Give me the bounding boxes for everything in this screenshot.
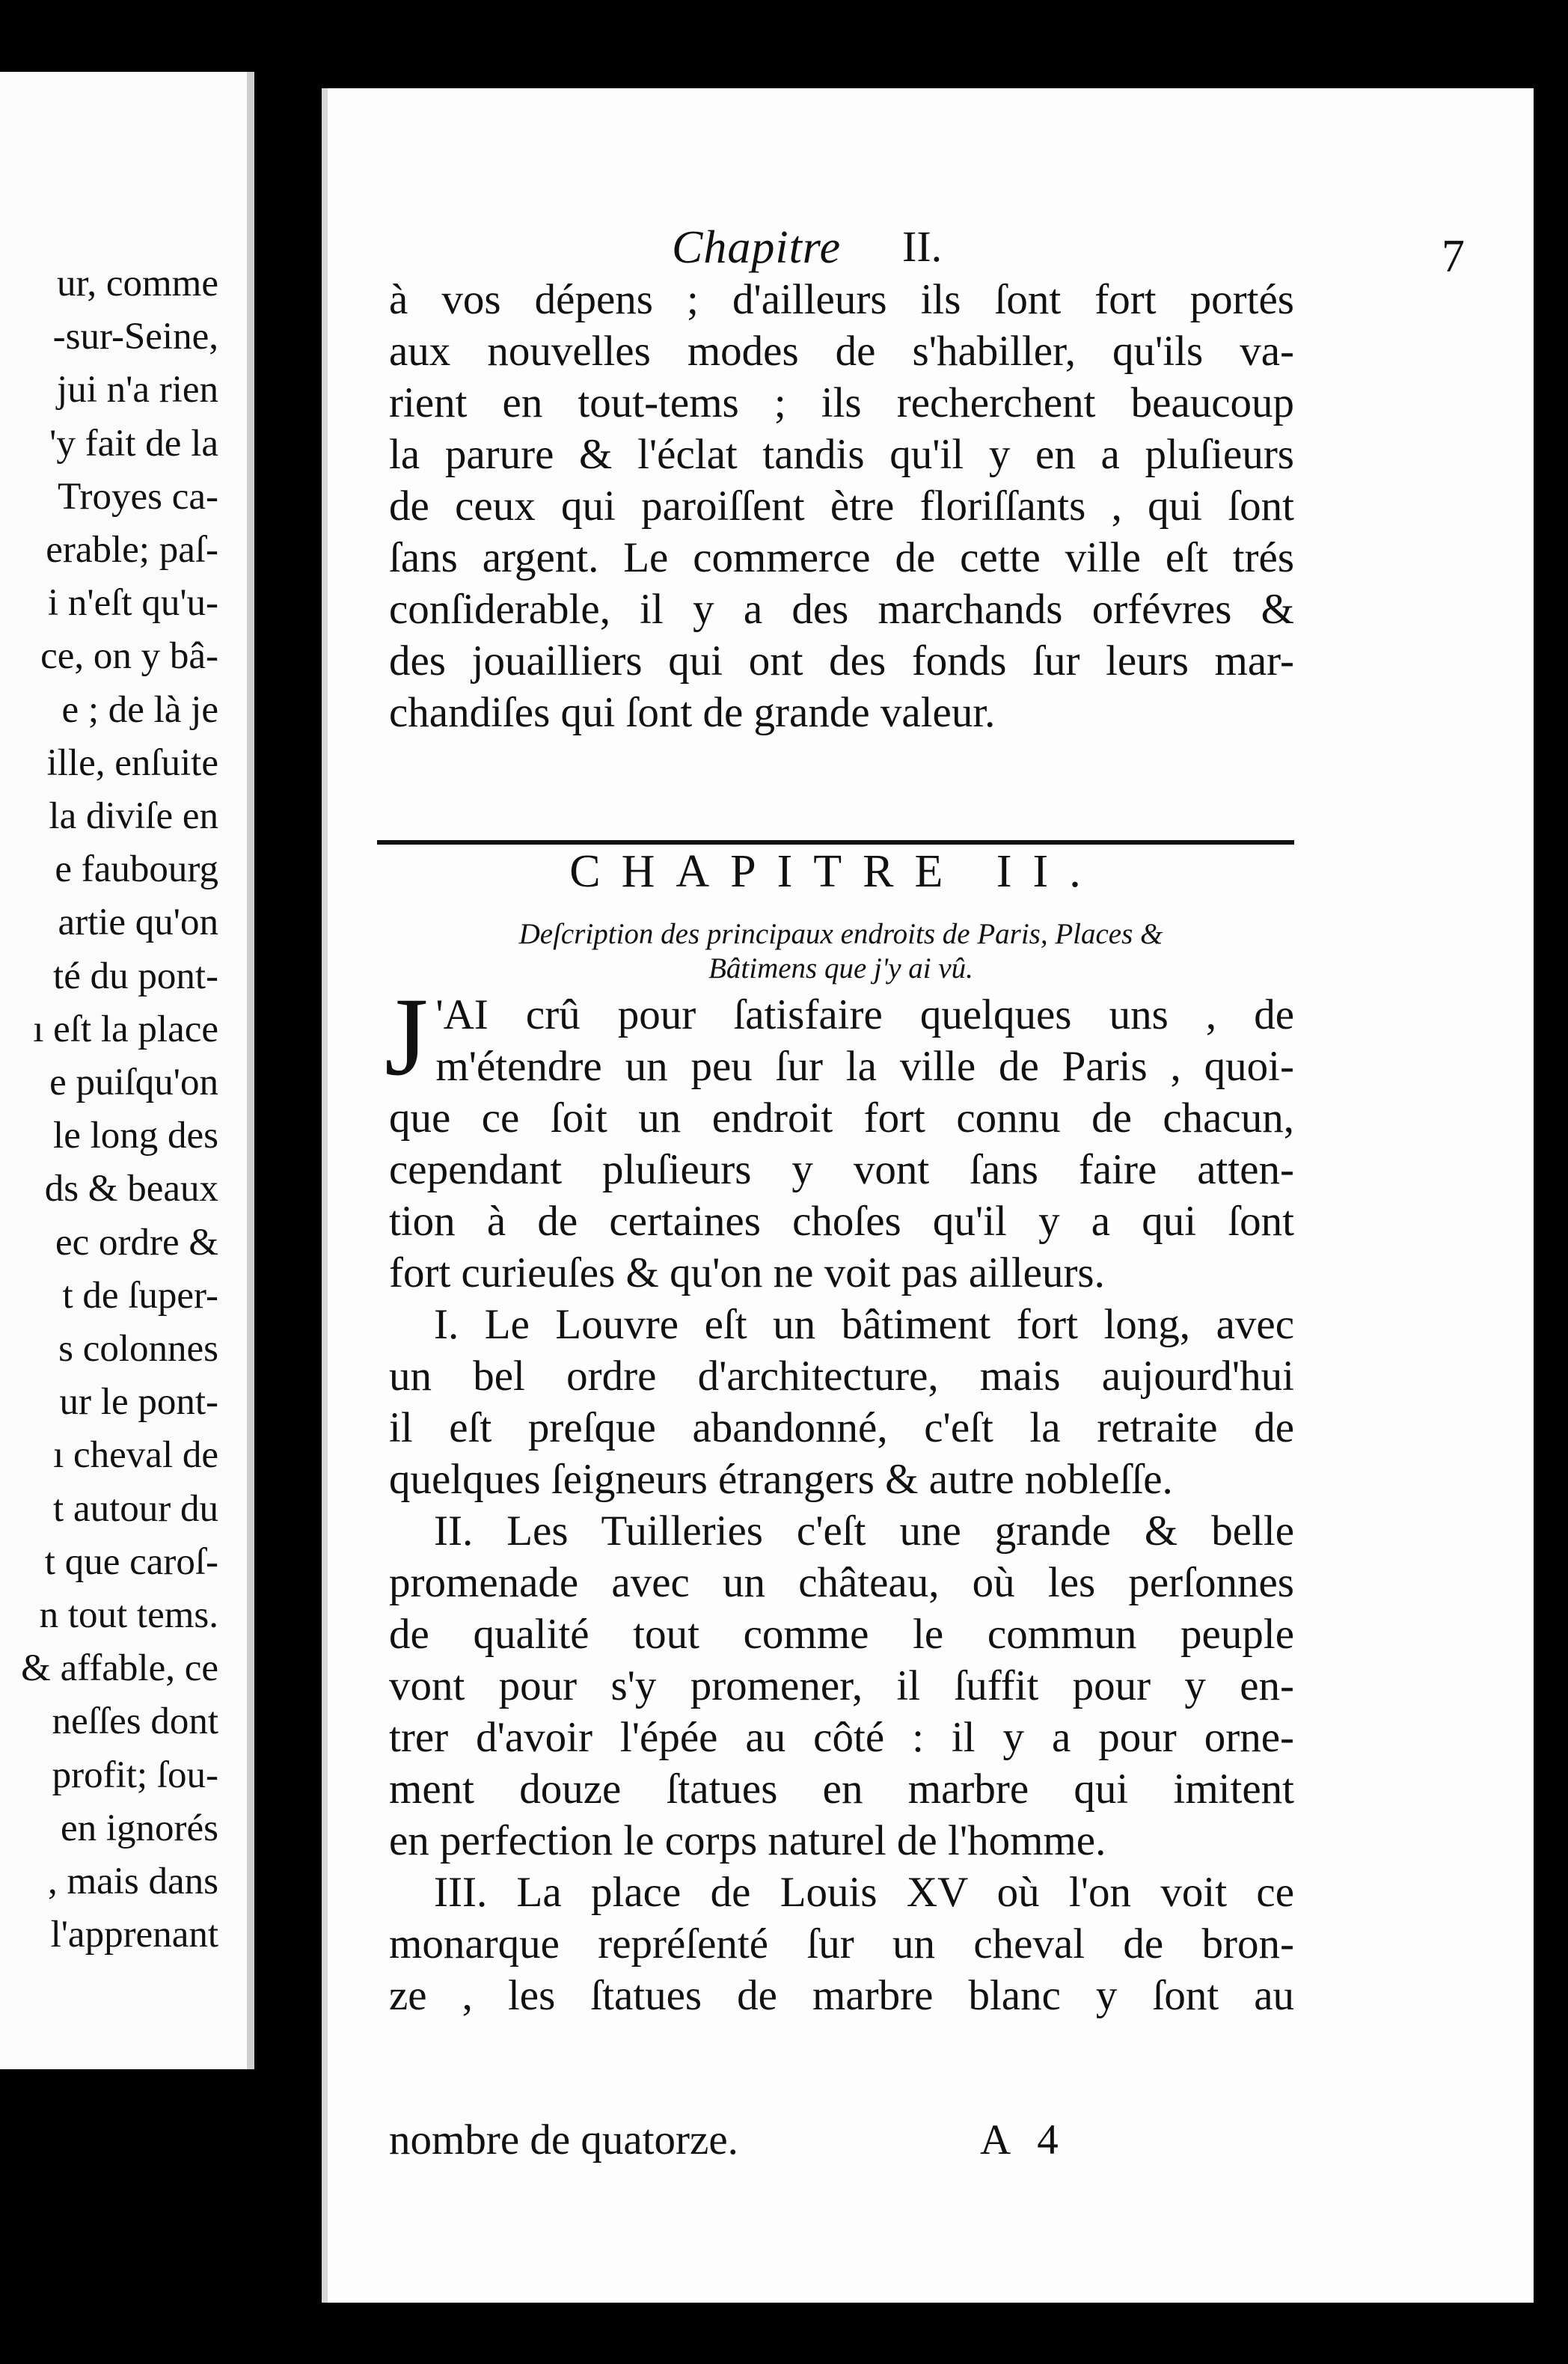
text-line: ı eſt la place [33, 1008, 218, 1050]
chapter-subtitle [388, 917, 1294, 986]
text-line: s colonnes [58, 1328, 218, 1371]
text-line: Troyes ca- [58, 475, 218, 518]
text-line: cependant pluſieurs y vont ſans faire atten- [389, 1146, 1294, 1193]
text-line: , mais dans [47, 1861, 218, 1903]
text-line [389, 989, 1294, 1041]
text-line: ur, comme [56, 263, 218, 304]
text-line: té du pont- [53, 955, 218, 997]
text-line: -sur-Seine, [52, 316, 218, 358]
subtitle-line: Bâtimens que j'y ai vû. [708, 952, 973, 985]
text-line: ur le pont- [59, 1381, 218, 1424]
running-head [672, 221, 1465, 281]
text-fragment: crû pour ſatisfaire quelques uns , de [525, 991, 1295, 1038]
text-line: le long des [53, 1115, 218, 1157]
text-line: profit; ſou- [52, 1754, 218, 1796]
subtitle-line: Deſcription des principaux endroits de Paris, Places & [518, 918, 1163, 950]
opening-paragraph [389, 274, 1294, 738]
text-line: de qualité tout comme le commun peuple [389, 1611, 1294, 1658]
text-line: ec ordre & [55, 1221, 218, 1264]
text-line: l'apprenant [50, 1914, 218, 1956]
text-line: n tout tems. [39, 1594, 218, 1637]
previous-page [0, 72, 254, 2069]
text-line: m'étendre un peu ſur la ville de Paris , quoi- [435, 1043, 1294, 1090]
text-line: & affable, ce [21, 1647, 218, 1690]
text-line: III. La place de Louis XV où l'on voit ce [434, 1869, 1294, 1916]
page-number: 7 [1442, 231, 1465, 282]
text-line: chandiſes qui ſont de grande valeur. [389, 689, 996, 736]
text-line: fort curieuſes & qu'on ne voit pas ailleurs. [389, 1249, 1105, 1296]
text-line: ſans argent. Le commerce de cette ville eſt trés [389, 534, 1294, 581]
text-line: conſiderable, il y a des marchands orfévres & [389, 586, 1294, 633]
last-text-line: nombre de quatorze. [389, 2116, 738, 2164]
text-line: la parure & l'éclat tandis qu'il y en a pluſieurs [389, 431, 1294, 478]
drop-cap: J [385, 975, 429, 1099]
text-line: rient en tout-tems ; ils recherchent beaucoup [389, 379, 1294, 426]
text-line: 'y fait de la [49, 422, 218, 465]
text-line: ille, enſuite [46, 741, 218, 784]
text-line: e puiſqu'on [49, 1062, 218, 1104]
signature-mark: A 4 [980, 2116, 1068, 2164]
text-line: erable; paſ- [46, 529, 218, 572]
running-head-chapter-number: II. [902, 222, 943, 271]
text-line: promenade avec un château, où les perſonnes [389, 1559, 1294, 1606]
text-line: de ceux qui paroiſſent ètre floriſſants , qui ſont [389, 483, 1294, 530]
text-line: en ignorés [60, 1807, 218, 1849]
current-page [322, 88, 1534, 2303]
text-line: ze , les ſtatues de marbre blanc y ſont au [389, 1972, 1294, 2019]
previous-page-text [0, 257, 218, 1962]
text-line: quelques ſeigneurs étrangers & autre nobleſſe. [389, 1456, 1173, 1503]
text-line: neſſes dont [52, 1700, 218, 1743]
text-line: e ; de là je [61, 688, 218, 731]
text-line: monarque repréſenté ſur un cheval de bron- [389, 1920, 1294, 1968]
text-line: t que caroſ- [44, 1540, 218, 1583]
text-line: à vos dépens ; d'ailleurs ils ſont fort portés [389, 276, 1294, 323]
text-line: t autour du [53, 1487, 218, 1530]
text-line: e faubourg [55, 848, 218, 891]
text-line: la diviſe en [49, 795, 218, 838]
dropcap-continuation: 'AI [435, 991, 489, 1038]
text-line: trer d'avoir l'épée au côté : il y a pour orne- [389, 1714, 1294, 1761]
section-rule [377, 840, 1294, 845]
text-line: II. Les Tuilleries c'eſt une grande & belle [434, 1507, 1294, 1555]
text-line: vont pour s'y promener, il ſuffit pour y en- [389, 1662, 1294, 1709]
text-line: il eſt preſque abandonné, c'eſt la retraite de [389, 1404, 1294, 1451]
text-line: ds & beaux [44, 1168, 218, 1210]
chapter-heading: CHAPITRE II. [569, 846, 1102, 897]
text-line: des jouailliers qui ont des fonds ſur leurs mar- [389, 637, 1294, 685]
text-line: tion à de certaines choſes qu'il y a qui ſont [389, 1198, 1294, 1245]
text-line: t de ſuper- [62, 1274, 218, 1317]
text-line: en perfection le corps naturel de l'homme. [389, 1817, 1106, 1864]
text-line: ment douze ſtatues en marbre qui imitent [389, 1766, 1294, 1813]
text-line: un bel ordre d'architecture, mais aujourd'hui [389, 1353, 1294, 1400]
text-line: I. Le Louvre eſt un bâtiment fort long, avec [434, 1301, 1294, 1348]
text-line: ı cheval de [53, 1434, 218, 1477]
running-head-title: Chapitre [672, 222, 842, 273]
text-line: jui n'a rien [57, 369, 218, 411]
text-line: i n'eſt qu'u- [47, 582, 218, 625]
text-line: aux nouvelles modes de s'habiller, qu'ils va- [389, 328, 1294, 375]
text-line: artie qu'on [58, 901, 218, 944]
chapter-body [385, 975, 1295, 2021]
text-line: que ce ſoit un endroit fort connu de chacun, [389, 1094, 1294, 1142]
text-line: ce, on y bâ- [40, 635, 218, 678]
